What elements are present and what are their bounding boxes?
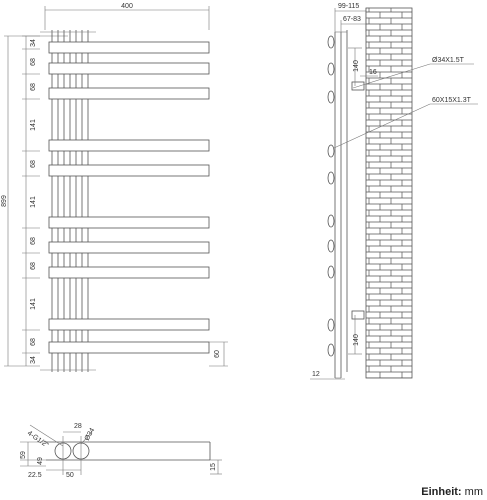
- radiator-bar: [49, 217, 209, 228]
- spacing-140-bottom: 140: [353, 334, 360, 346]
- label-50: 50: [66, 472, 74, 479]
- top-label-inner: 67-83: [343, 16, 361, 23]
- radiator-bar: [49, 319, 209, 330]
- thread-label: 4-G1/2": [25, 429, 50, 450]
- bar-end-profiles: [328, 36, 334, 356]
- unit-key: Einheit:: [421, 486, 462, 498]
- radiator-bar: [49, 267, 209, 278]
- label-28: 28: [74, 423, 82, 430]
- segment-label-1: 34: [30, 39, 37, 47]
- radiator-bar: [49, 63, 209, 74]
- segment-label-6: 141: [30, 196, 37, 208]
- segment-label-2: 68: [30, 58, 37, 66]
- wall-bracket-top: [352, 82, 364, 90]
- radiator-bar: [49, 165, 209, 176]
- radiator-bar: [49, 242, 209, 253]
- spacing-16: 16: [369, 69, 377, 76]
- brick-wall: [366, 8, 412, 378]
- segment-label-11: 34: [30, 356, 37, 364]
- diameter-label: Ø34: [83, 427, 97, 442]
- pipe-callout: Ø34X1.5T: [432, 57, 464, 64]
- radiator-bars: [49, 42, 209, 353]
- bar-callout: 60X15X1.3T: [432, 97, 471, 104]
- side-view: [310, 3, 478, 379]
- unit-note: [421, 486, 483, 498]
- outlet-label: 60: [214, 350, 221, 358]
- label-49: 49: [37, 457, 44, 465]
- label-15: 15: [210, 463, 217, 471]
- segment-label-7: 68: [30, 237, 37, 245]
- unit-value: mm: [464, 486, 483, 498]
- spacing-140-top: 140: [353, 60, 360, 72]
- radiator-bar: [49, 42, 209, 53]
- top-label-outer: 99-115: [338, 3, 360, 10]
- segment-label-5: 68: [30, 160, 37, 168]
- radiator-bar: [49, 342, 209, 353]
- segment-label-10: 68: [30, 338, 37, 346]
- segment-label-3: 68: [30, 83, 37, 91]
- segment-label-9: 141: [30, 298, 37, 310]
- label-22-5: 22.5: [28, 472, 42, 479]
- radiator-bar: [49, 140, 209, 151]
- segment-label-8: 68: [30, 262, 37, 270]
- segment-label-4: 141: [30, 119, 37, 131]
- label-59: 59: [20, 451, 27, 459]
- bottom-label-12: 12: [312, 371, 320, 378]
- wall-bracket-bottom: [352, 311, 364, 319]
- front-view: [1, 3, 228, 372]
- width-label: 400: [121, 3, 133, 10]
- radiator-bar: [49, 88, 209, 99]
- height-label: 899: [1, 195, 8, 207]
- bottom-view: [20, 423, 222, 479]
